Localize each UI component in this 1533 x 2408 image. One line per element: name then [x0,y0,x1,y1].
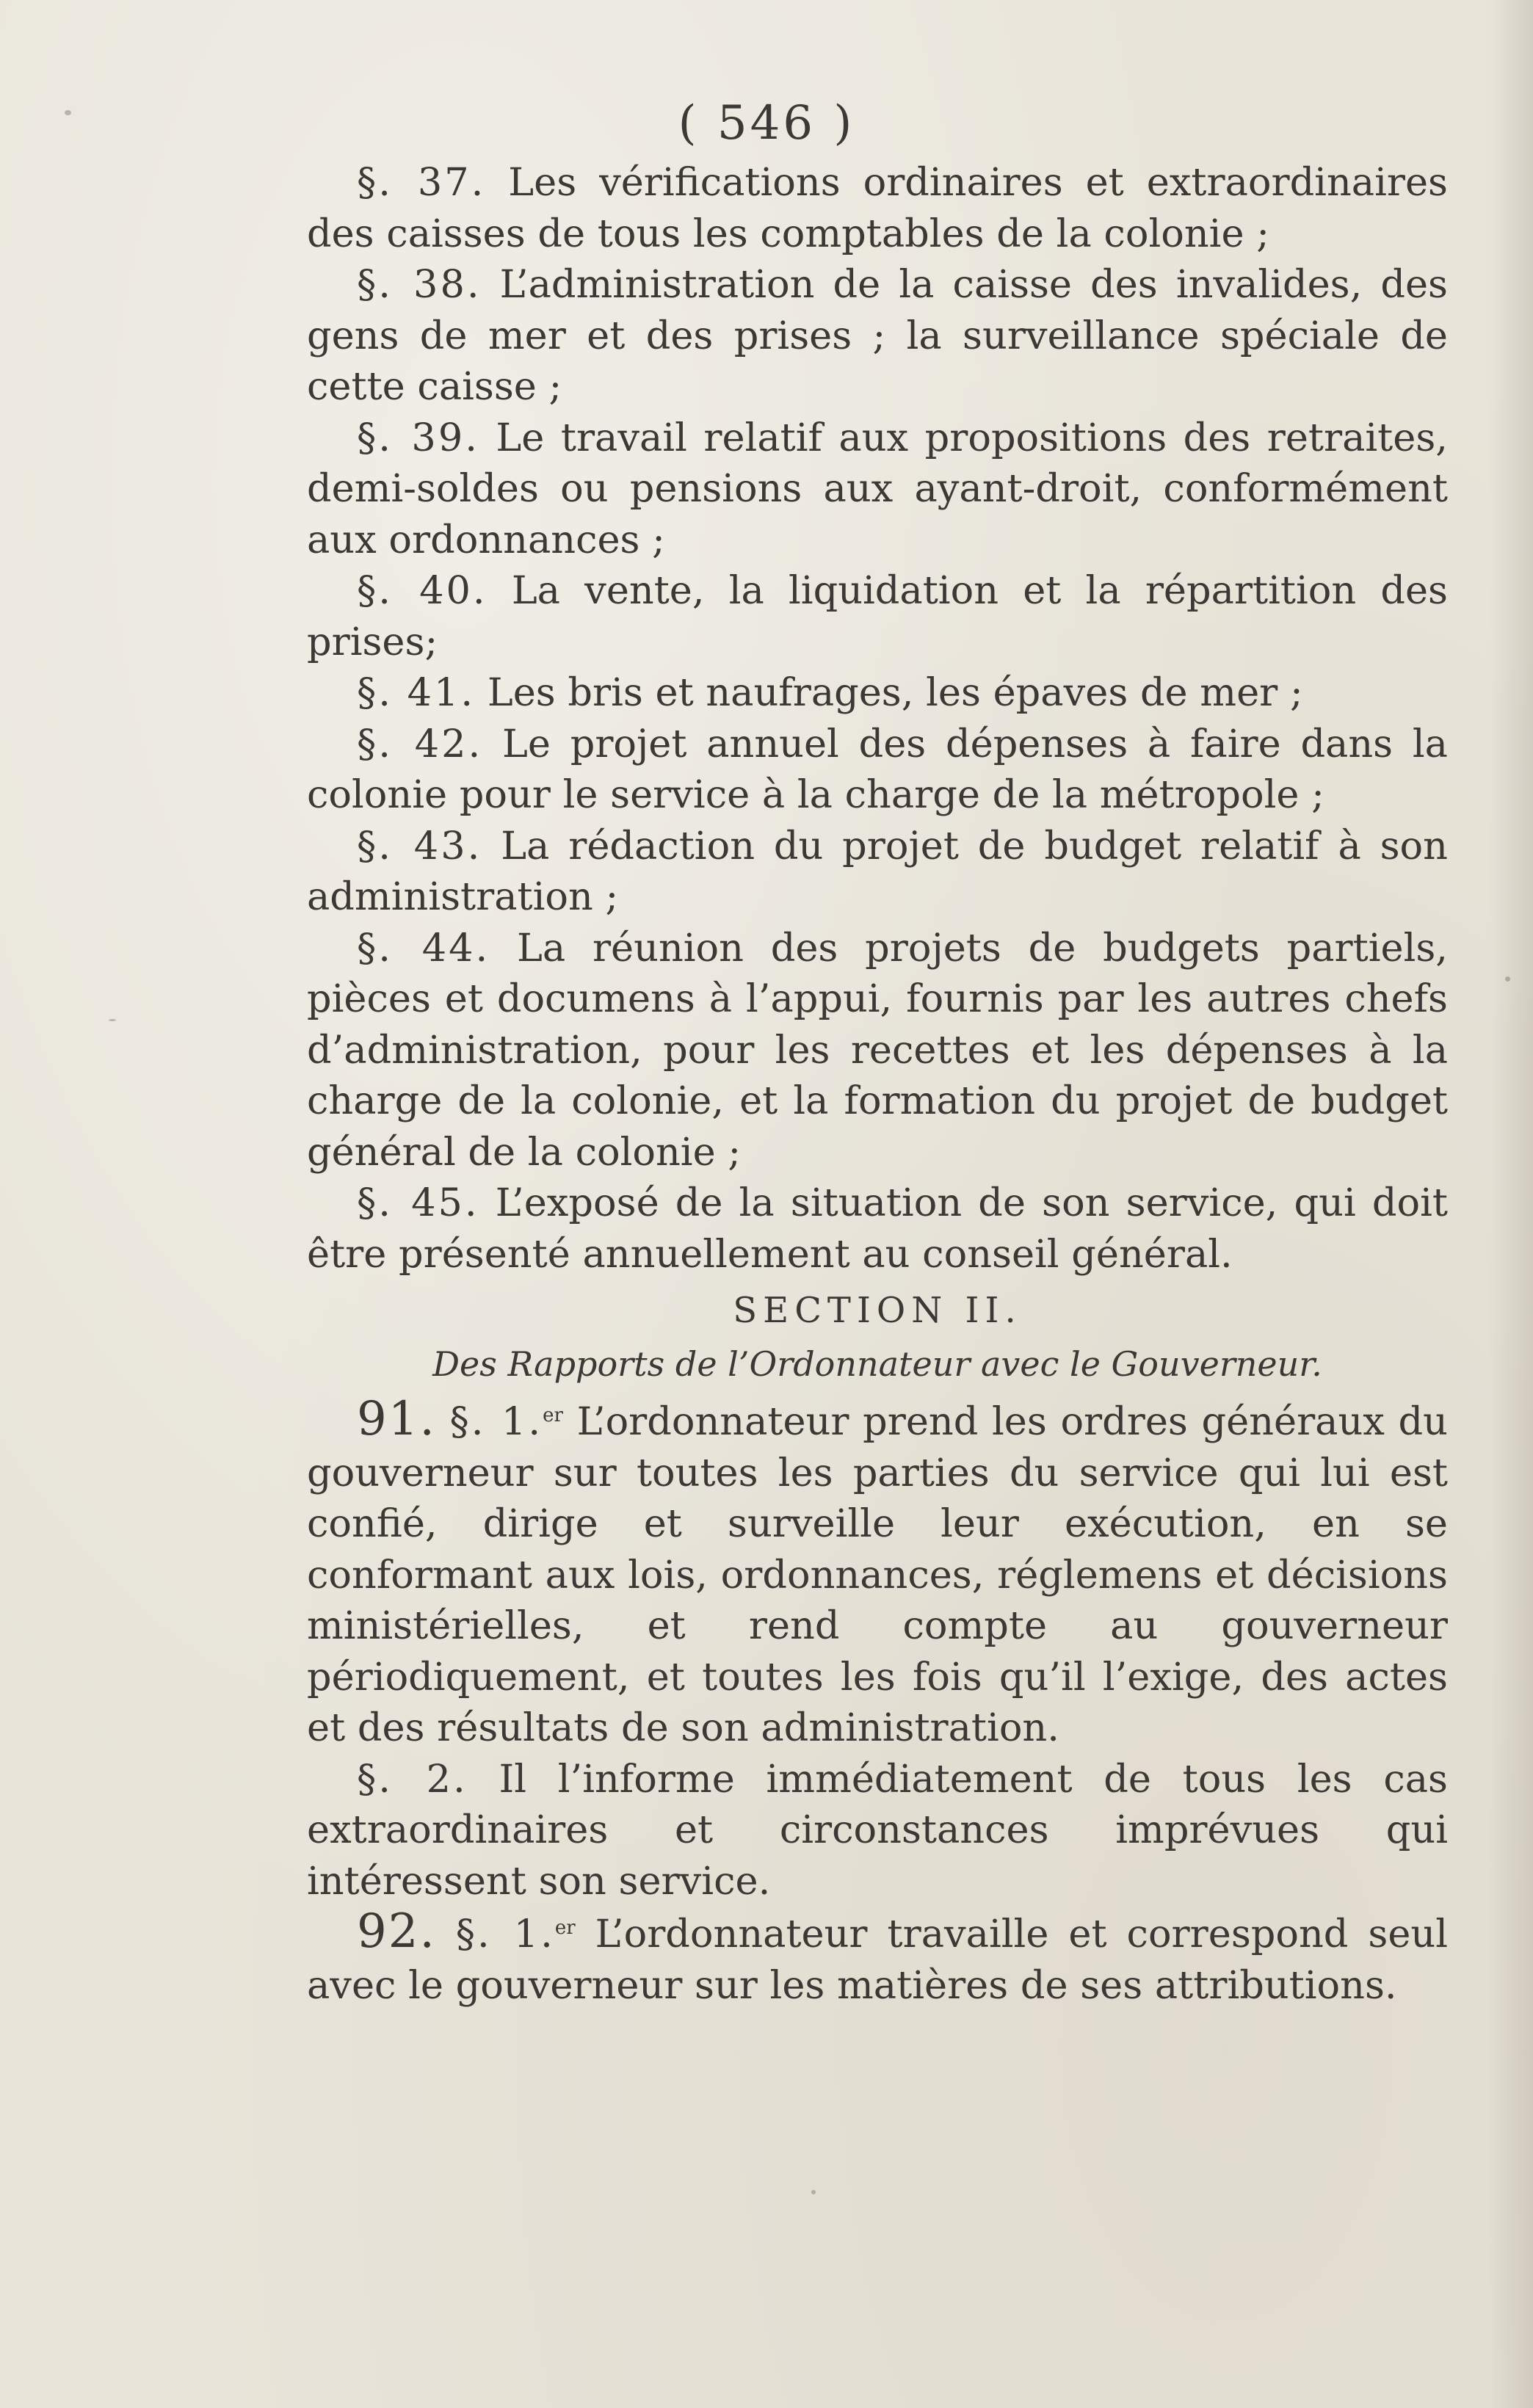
paragraph-text: L’exposé de la situation de son service, qui doit être présenté annuellement au conseil général. [307,1181,1448,1277]
paragraph-s39 [307,413,1448,566]
paragraph-s37 [307,157,1448,259]
article-marker: §. 2. [357,1756,468,1802]
paragraph-marker: §. 43. [357,823,482,868]
section-subtitle: Des Rapports de l’Ordonnateur avec le Gouverneur. [432,1344,1322,1384]
paragraph-text: Les bris et naufrages, les épaves de mer ; [487,670,1303,715]
paper-speck [109,1019,116,1021]
article-91-s2 [307,1754,1448,1907]
paper-speck [65,110,71,115]
paragraph-text: La réunion des projets de budgets partiels, pièces et documens à l’appui, fournis par les autres chefs d’administration, pour les recettes et les dépenses à la charge de la colonie, et la formation du projet de budget général de la colonie ; [307,925,1448,1175]
paragraph-marker: §. 42. [357,721,483,766]
paragraph-text: La rédaction du projet de budget relatif à son administration ; [307,823,1448,919]
paragraph-text: Le travail relatif aux propositions des retraites, demi-soldes ou pensions aux ayant-droit, conformément aux ordonnances ; [307,415,1448,562]
paragraph-text: Les vérifications ordinaires et extraordinaires des caisses de tous les comptables de la colonie ; [307,160,1448,256]
paragraph-marker: §. 40. [357,568,488,613]
article-marker-sup: er [543,1404,563,1426]
paper-speck [1505,976,1510,982]
article-marker: §. 1. [449,1399,543,1444]
paragraph-text: La vente, la liquidation et la répartition des prises; [307,568,1448,664]
article-marker-sup: er [554,1917,576,1939]
paragraph-text: L’administration de la caisse des invalides, des gens de mer et des prises ; la surveillance spéciale de cette caisse ; [307,262,1448,409]
paragraph-s45 [307,1178,1448,1280]
paragraph-s40 [307,565,1448,667]
page-gutter-shadow [1489,0,1533,2408]
article-text: L’ordonnateur prend les ordres généraux du gouverneur sur toutes les parties du service qui lui est confié, dirige et surveille leur exécution, en se conformant aux lois, ordonnances, réglemens et décisions ministérielles, et rend compte au gouverneur périodiquement, et toutes les fois qu’il l’exige, des actes et des résultats de son administration. [307,1399,1448,1750]
paragraph-marker: §. 44. [357,925,490,971]
paragraph-text: Le projet annuel des dépenses à faire dans la colonie pour le service à la charge de la métropole ; [307,721,1448,817]
paragraph-s41 [307,667,1448,719]
text-block [307,157,1448,2011]
article-text: Il l’informe immédiatement de tous les cas extraordinaires et circonstances imprévues qui intéressent son service. [307,1756,1448,1904]
paragraph-s44 [307,923,1448,1178]
paragraph-s38 [307,259,1448,413]
paper-speck [811,2190,816,2194]
paragraph-s43 [307,821,1448,923]
article-number: 92. [357,1904,436,1959]
article-91 [307,1394,1448,1754]
paragraph-marker: §. 41. [357,670,476,715]
article-marker: §. 1. [455,1912,555,1956]
article-number: 91. [357,1392,436,1446]
article-text: L’ordonnateur travaille et correspond seul avec le gouverneur sur les matières de ses attributions. [307,1912,1448,2008]
page-number: ( 546 ) [678,96,855,150]
paragraph-marker: §. 45. [357,1181,479,1225]
section-heading: SECTION II. [733,1290,1022,1331]
paragraph-s42 [307,719,1448,821]
article-92 [307,1904,1448,2011]
paragraph-marker: §. 37. [357,160,486,205]
paragraph-marker: §. 38. [357,262,482,307]
paragraph-marker: §. 39. [357,415,479,460]
